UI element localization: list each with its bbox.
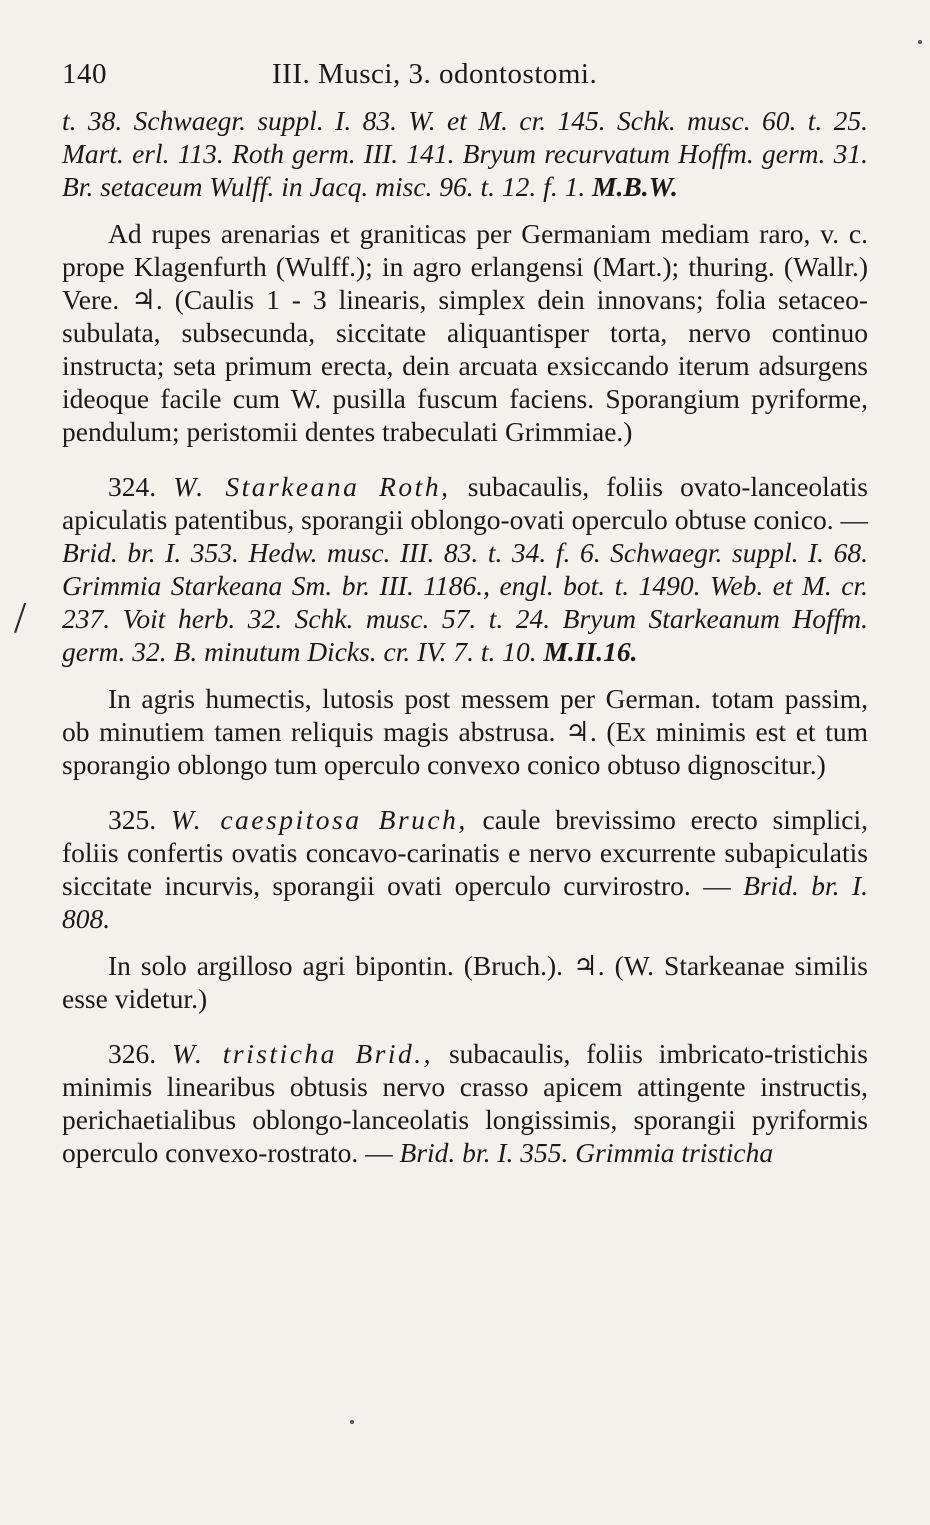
entry-326-number: 326. (108, 1038, 157, 1069)
entry-325 (62, 803, 868, 935)
habitat-paragraph-1: Ad rupes arenarias et graniticas per Germaniam mediam raro, v. c. prope Klagenfurth (Wulff.); in agro erlangensi (Mart.); thuring. (Wallr.) Vere. ♃. (Caulis 1 - 3 linearis, simplex dein innovans; folia setaceo-subulata, subsecunda, siccitate aliquantisper torta, nervo continuo instructa; seta primum erecta, dein arcuata exsiccando iterum adsurgens ideoque facile cum W. pusilla fuscum faciens. Sporangium pyriforme, pendulum; peristomii dentes trabeculati Grimmiae.) (62, 218, 868, 447)
entry-326 (62, 1037, 868, 1169)
margin-pencil-mark: / (14, 593, 27, 642)
intro-ref-text: t. 38. Schwaegr. suppl. I. 83. W. et M. cr. 145. Schk. musc. 60. t. 25. Mart. erl. 113. Roth germ. III. 141. Bryum recurvatum Hoffm. germ. 31. Br. setaceum Wulff. in Jacq. misc. 96. t. 12. f. 1. (62, 105, 868, 202)
entry-326-refs: Brid. br. I. 355. Grimmia tristicha (399, 1137, 774, 1168)
entry-325-refs: Brid. br. I. 808. (62, 870, 869, 934)
intro-references (62, 104, 868, 203)
entry-324-refs: Brid. br. I. 353. Hedw. musc. III. 83. t. 34. f. 6. Schwaegr. suppl. I. 68. Grimmia Starkeana Sm. br. III. 1186., engl. bot. t. 1490. Web. et M. cr. 237. Voit herb. 32. Schk. musc. 57. t. 24. Bryum Starkeanum Hoffm. germ. 32. B. minutum Dicks. cr. IV. 7. t. 10. (62, 537, 868, 667)
entry-325-diagnosis: caule brevissimo erecto simplici, foliis confertis ovatis concavo-carinatis e nervo excurrente subapiculatis siccitate incurvis, sporangii ovati operculo curvirostro. — (62, 804, 869, 901)
page-number: 140 (62, 58, 107, 90)
entry-325-number: 325. (108, 804, 157, 835)
entry-324-name: W. Starkeana Roth, (173, 471, 451, 502)
entry-324-diagnosis: subacaulis, foliis ovato-lanceolatis apiculatis patentibus, sporangii oblongo-ovati operculo obtuse conico. — (62, 471, 868, 535)
paper-speck (918, 40, 922, 44)
habitat-paragraph-325: In solo argilloso agri bipontin. (Bruch.). ♃. (W. Starkeanae similis esse videtur.) (62, 950, 868, 1014)
habitat-paragraph-324: In agris humectis, lutosis post messem per German. totam passim, ob minutiem tamen reliquis magis abstrusa. ♃. (Ex minimis est et tum sporangio oblongo tum operculo convexo conico obtuso dignoscitur.) (62, 683, 868, 780)
entry-324-stamp: M.II.16. (543, 636, 638, 667)
entry-324 (62, 470, 868, 668)
running-header (62, 58, 868, 104)
entry-324-number: 324. (108, 471, 157, 502)
document-page (62, 58, 868, 1169)
entry-325-name: W. caespitosa Bruch, (170, 804, 468, 835)
running-title: III. Musci, 3. odontostomi. (272, 58, 598, 90)
entry-326-name: W. tristicha Brid., (172, 1038, 433, 1069)
paper-speck (350, 1420, 354, 1424)
intro-stamp: M.B.W. (592, 171, 678, 202)
entry-326-diagnosis: subacaulis, foliis imbricato-tristichis minimis linearibus obtusis nervo crasso apicem attingente instructis, perichaetialibus oblongo-lanceolatis longissimis, sporangii pyriformis operculo convexo-rostrato. — (62, 1038, 869, 1168)
